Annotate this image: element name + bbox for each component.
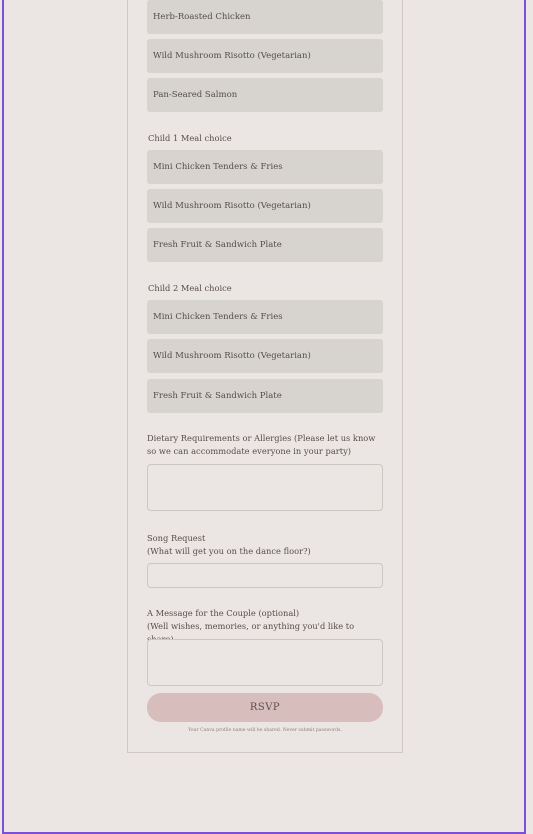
song-request-title: Song Request — [147, 533, 206, 543]
disclaimer-text: Your Canva profile name will be shared. Never submit passwords. — [188, 728, 342, 733]
message-textarea[interactable] — [147, 639, 383, 686]
meal-option-herb-roasted-chicken[interactable]: Herb-Roasted Chicken — [147, 0, 383, 34]
child2-option-mushroom-risotto[interactable]: Wild Mushroom Risotto (Vegetarian) — [147, 339, 383, 373]
child1-meal-label: Child 1 Meal choice — [148, 133, 232, 143]
dietary-label: Dietary Requirements or Allergies (Please let us know so we can accommodate everyone in your party) — [147, 433, 376, 456]
song-request-label — [147, 532, 383, 558]
dietary-textarea[interactable] — [147, 464, 383, 511]
song-request-input[interactable] — [147, 563, 383, 588]
message-hint: (Well wishes, memories, or anything you'd like to — [147, 621, 355, 631]
rsvp-submit-button[interactable]: RSVP — [147, 693, 383, 722]
child2-option-chicken-tenders[interactable]: Mini Chicken Tenders & Fries — [147, 300, 383, 334]
meal-option-mushroom-risotto[interactable]: Wild Mushroom Risotto (Vegetarian) — [147, 39, 383, 73]
child2-meal-label: Child 2 Meal choice — [148, 283, 232, 293]
child1-option-fruit-sandwich[interactable]: Fresh Fruit & Sandwich Plate — [147, 228, 383, 262]
child1-option-mushroom-risotto[interactable]: Wild Mushroom Risotto (Vegetarian) — [147, 189, 383, 223]
child2-option-fruit-sandwich[interactable]: Fresh Fruit & Sandwich Plate — [147, 379, 383, 413]
song-request-hint: (What will get you on the dance floor?) — [147, 546, 311, 556]
child1-option-chicken-tenders[interactable]: Mini Chicken Tenders & Fries — [147, 150, 383, 184]
message-title: A Message for the Couple (optional) — [147, 608, 300, 618]
meal-option-pan-seared-salmon[interactable]: Pan-Seared Salmon — [147, 78, 383, 112]
